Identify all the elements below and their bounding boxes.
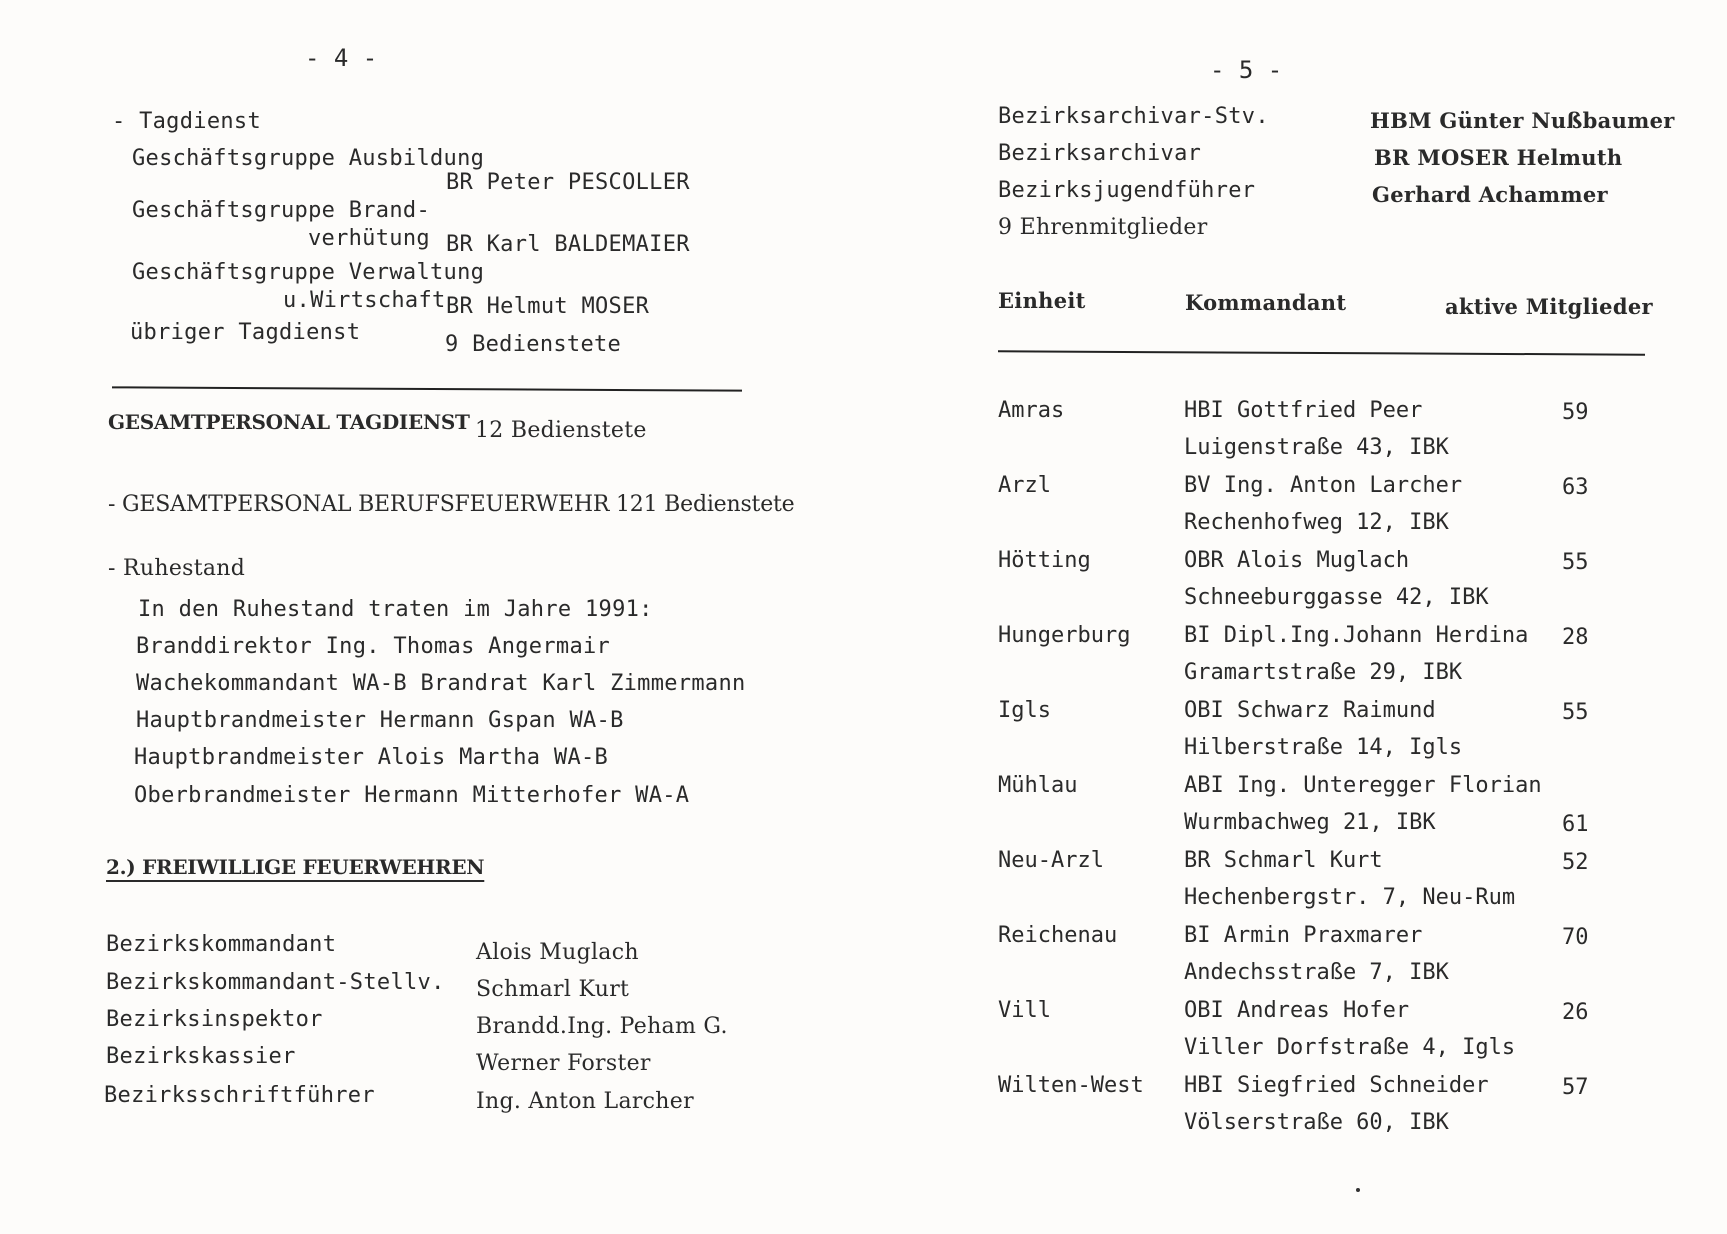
cell-kommandant: BI Dipl.Ing.Johann Herdina <box>1184 623 1529 648</box>
cell-einheit: Vill <box>998 998 1051 1023</box>
funktion-name: Werner Forster <box>476 1051 651 1076</box>
cell-adresse: Schneeburggasse 42, IBK <box>1184 585 1489 610</box>
cell-adresse: Hechenbergstr. 7, Neu-Rum <box>1184 885 1516 910</box>
header-divider <box>998 350 1645 355</box>
funktion-role: Bezirksschriftführer <box>104 1083 375 1108</box>
right-page <box>860 0 1727 1234</box>
tagdienst-label-cont: u.Wirtschaft <box>283 288 446 313</box>
cell-kommandant: BV Ing. Anton Larcher <box>1184 473 1463 498</box>
col-header-einheit: Einheit <box>998 288 1086 313</box>
cell-mitglieder: 55 <box>1562 700 1589 725</box>
funktion-name: Schmarl Kurt <box>476 977 630 1002</box>
cell-einheit: Reichenau <box>998 923 1118 948</box>
page-number: - 5 - <box>1210 56 1283 84</box>
ruhestand-line: Wachekommandant WA-B Brandrat Karl Zimmermann <box>136 671 746 696</box>
tagdienst-person: BR Peter PESCOLLER <box>446 170 690 195</box>
gesamt-berufsfeuerwehr: - GESAMTPERSONAL BERUFSFEUERWEHR 121 Bedienstete <box>108 492 795 517</box>
funktion-name: HBM Günter Nußbaumer <box>1370 108 1675 133</box>
funktion-role: Bezirksinspektor <box>106 1007 323 1032</box>
section-heading: 2.) FREIWILLIGE FEUERWEHREN <box>106 855 485 879</box>
cell-mitglieder: 61 <box>1562 812 1589 837</box>
ehrenmitglieder: 9 Ehrenmitglieder <box>998 215 1208 240</box>
gesamt-tagdienst-label: GESAMTPERSONAL TAGDIENST <box>108 410 470 434</box>
funktion-name: Brandd.Ing. Peham G. <box>476 1014 728 1039</box>
table-row <box>998 1073 1638 1148</box>
cell-adresse: Gramartstraße 29, IBK <box>1184 660 1463 685</box>
cell-adresse: Völserstraße 60, IBK <box>1184 1110 1449 1135</box>
tagdienst-person: BR Karl BALDEMAIER <box>446 232 690 257</box>
gesamt-tagdienst-value: 12 Bedienstete <box>475 418 647 443</box>
cell-einheit: Neu-Arzl <box>998 848 1104 873</box>
cell-adresse: Viller Dorfstraße 4, Igls <box>1184 1035 1516 1060</box>
tagdienst-label-cont: verhütung <box>308 226 430 251</box>
funktion-role: Bezirkskommandant <box>106 932 337 957</box>
funktion-name: Alois Muglach <box>476 940 639 965</box>
cell-mitglieder: 57 <box>1562 1075 1589 1100</box>
ruhestand-line: Oberbrandmeister Hermann Mitterhofer WA-A <box>134 783 690 808</box>
tagdienst-label: Geschäftsgruppe Brand- <box>132 198 430 223</box>
table-row <box>998 698 1638 773</box>
tagdienst-person: 9 Bedienstete <box>445 332 622 357</box>
table-row <box>998 398 1638 473</box>
cell-kommandant: BR Schmarl Kurt <box>1184 848 1383 873</box>
cell-einheit: Amras <box>998 398 1065 423</box>
cell-mitglieder: 55 <box>1562 550 1589 575</box>
cell-adresse: Andechsstraße 7, IBK <box>1184 960 1449 985</box>
ruhestand-line: Hauptbrandmeister Alois Martha WA-B <box>134 745 609 770</box>
tagdienst-person: BR Helmut MOSER <box>446 294 650 319</box>
cell-kommandant: BI Armin Praxmarer <box>1184 923 1423 948</box>
cell-mitglieder: 26 <box>1562 1000 1589 1025</box>
cell-adresse: Luigenstraße 43, IBK <box>1184 435 1449 460</box>
cell-kommandant: HBI Siegfried Schneider <box>1184 1073 1489 1098</box>
cell-adresse: Wurmbachweg 21, IBK <box>1184 810 1436 835</box>
cell-einheit: Igls <box>998 698 1051 723</box>
tagdienst-heading: - Tagdienst <box>112 109 261 134</box>
left-page <box>0 0 860 1234</box>
cell-einheit: Hungerburg <box>998 623 1131 648</box>
tagdienst-label: Geschäftsgruppe Verwaltung <box>132 260 485 285</box>
funktion-name: BR MOSER Helmuth <box>1374 145 1623 170</box>
cell-mitglieder: 52 <box>1562 850 1589 875</box>
funktion-role: Bezirksarchivar-Stv. <box>998 104 1269 129</box>
cell-kommandant: OBI Andreas Hofer <box>1184 998 1410 1023</box>
table-row <box>998 773 1638 848</box>
cell-kommandant: HBI Gottfried Peer <box>1184 398 1423 423</box>
tagdienst-label: Geschäftsgruppe Ausbildung <box>132 146 485 171</box>
col-header-mitglieder: aktive Mitglieder <box>1445 294 1653 319</box>
table-row <box>998 623 1638 698</box>
table-row <box>998 848 1638 923</box>
cell-mitglieder: 63 <box>1562 475 1589 500</box>
cell-einheit: Arzl <box>998 473 1051 498</box>
cell-mitglieder: 28 <box>1562 625 1589 650</box>
cell-mitglieder: 59 <box>1562 400 1589 425</box>
table-row <box>998 923 1638 998</box>
col-header-kommandant: Kommandant <box>1185 290 1347 315</box>
cell-kommandant: OBR Alois Muglach <box>1184 548 1410 573</box>
ruhestand-line: Hauptbrandmeister Hermann Gspan WA-B <box>136 708 624 733</box>
funktion-role: Bezirkskassier <box>106 1044 296 1069</box>
dot-mark <box>1356 1188 1360 1192</box>
cell-einheit: Wilten-West <box>998 1073 1144 1098</box>
funktion-name: Gerhard Achammer <box>1372 182 1608 207</box>
ruhestand-line: In den Ruhestand traten im Jahre 1991: <box>138 597 653 622</box>
ruhestand-heading: - Ruhestand <box>108 556 246 581</box>
funktion-role: Bezirkskommandant-Stellv. <box>106 970 445 995</box>
cell-kommandant: OBI Schwarz Raimund <box>1184 698 1436 723</box>
cell-kommandant: ABI Ing. Unteregger Florian <box>1184 773 1542 798</box>
table-row <box>998 548 1638 623</box>
divider <box>112 386 742 391</box>
einheiten-table <box>998 398 1638 1148</box>
ruhestand-line: Branddirektor Ing. Thomas Angermair <box>136 634 611 659</box>
cell-adresse: Rechenhofweg 12, IBK <box>1184 510 1449 535</box>
funktion-role: Bezirksarchivar <box>998 141 1202 166</box>
cell-einheit: Mühlau <box>998 773 1078 798</box>
tagdienst-label: übriger Tagdienst <box>130 320 361 345</box>
table-row <box>998 998 1638 1073</box>
funktion-role: Bezirksjugendführer <box>998 178 1256 203</box>
cell-adresse: Hilberstraße 14, Igls <box>1184 735 1463 760</box>
table-row <box>998 473 1638 548</box>
cell-einheit: Hötting <box>998 548 1091 573</box>
cell-mitglieder: 70 <box>1562 925 1589 950</box>
page-number: - 4 - <box>305 44 378 72</box>
funktion-name: Ing. Anton Larcher <box>476 1089 694 1114</box>
